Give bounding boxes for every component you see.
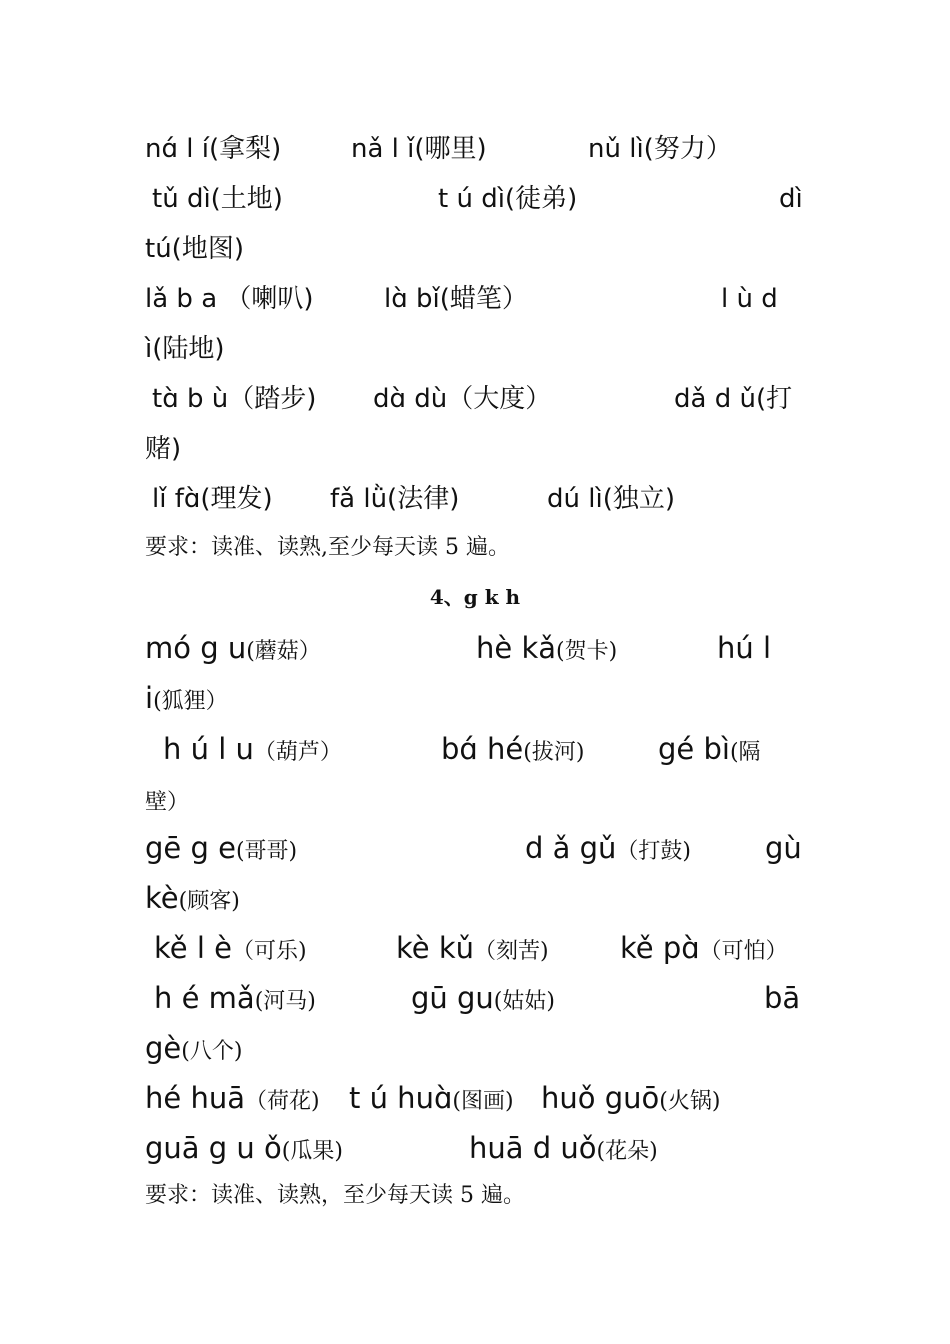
pinyin-word: dǎ d ǔ(打 bbox=[674, 384, 793, 414]
hanzi-gloss: (隔 bbox=[729, 740, 761, 765]
pinyin-text: bɑ́ hé bbox=[441, 732, 524, 766]
hanzi-gloss: （荷花) bbox=[244, 1089, 320, 1114]
section-heading: 4、g k h bbox=[429, 585, 521, 609]
pinyin-word: nǎ l ǐ(哪里) bbox=[351, 134, 487, 164]
pinyin-text: kè kǔ bbox=[396, 931, 474, 965]
hanzi-gloss: （葫芦） bbox=[253, 740, 342, 765]
hanzi-gloss: (蘑菇） bbox=[246, 639, 321, 664]
hanzi-gloss: (姑姑) bbox=[493, 989, 555, 1014]
pinyin-line bbox=[145, 377, 805, 421]
pinyin-word: 赌) bbox=[145, 434, 182, 464]
hanzi-gloss: (河马) bbox=[254, 989, 316, 1014]
pinyin-text: h é mǎ bbox=[154, 981, 255, 1015]
pinyin-text: kě pɑ̀ bbox=[620, 931, 700, 965]
pinyin-line bbox=[145, 427, 805, 471]
pinyin-word: dú lì(独立) bbox=[547, 484, 675, 514]
pinyin-line bbox=[145, 777, 805, 821]
pinyin-word: tǔ dì(土地) bbox=[152, 184, 283, 214]
pinyin-text: t ú huɑ̀ bbox=[349, 1081, 453, 1115]
hanzi-gloss: (贺卡) bbox=[556, 639, 618, 664]
pinyin-word: t ú dì(徒弟) bbox=[438, 184, 578, 214]
pinyin-text: hú l bbox=[717, 631, 772, 665]
pinyin-line bbox=[145, 127, 805, 171]
hanzi-gloss: (图画) bbox=[452, 1089, 514, 1114]
pinyin-word: tɑ̀ b ù（踏步) bbox=[152, 384, 317, 414]
hanzi-gloss: （可怕） bbox=[699, 939, 788, 964]
pinyin-line bbox=[145, 727, 805, 771]
pinyin-line bbox=[145, 1026, 805, 1070]
pinyin-word: l ù d bbox=[721, 284, 778, 314]
pinyin-text: hé huā bbox=[145, 1081, 245, 1115]
pinyin-line bbox=[145, 626, 805, 670]
pinyin-word: nɑ́ l í(拿梨) bbox=[145, 134, 282, 164]
hanzi-gloss: (花朵) bbox=[596, 1139, 658, 1164]
hanzi-gloss: (狐狸） bbox=[153, 689, 228, 714]
pinyin-line bbox=[145, 177, 805, 221]
hanzi-gloss: (拔河) bbox=[523, 740, 585, 765]
hanzi-gloss: (顾客) bbox=[178, 889, 240, 914]
pinyin-word: lǎ b a （喇叭) bbox=[145, 284, 314, 314]
pinyin-word: nǔ lì(努力） bbox=[588, 134, 732, 164]
pinyin-text: kě l è bbox=[154, 931, 232, 965]
pinyin-text: gū gu bbox=[411, 981, 494, 1015]
requirement-text: 要求：读准、读熟，至少每天读 5 遍。 bbox=[145, 1183, 525, 1208]
pinyin-text: guā g u ǒ bbox=[145, 1131, 282, 1165]
hanzi-gloss: （刻苦) bbox=[474, 939, 549, 964]
pinyin-text: gè bbox=[145, 1031, 182, 1065]
pinyin-line bbox=[145, 826, 805, 870]
requirement-text: 要求：读准、读熟,至少每天读 5 遍。 bbox=[145, 535, 510, 560]
hanzi-gloss: （可乐) bbox=[231, 939, 307, 964]
pinyin-word: ì(陆地) bbox=[145, 334, 225, 364]
pinyin-text: gē g e bbox=[145, 831, 236, 865]
pinyin-line bbox=[145, 277, 805, 321]
hanzi-gloss: (八个) bbox=[181, 1039, 243, 1064]
pinyin-line bbox=[145, 477, 805, 521]
pinyin-text: gù bbox=[765, 831, 802, 865]
pinyin-line bbox=[145, 876, 805, 920]
pinyin-text: kè bbox=[145, 881, 179, 915]
pinyin-text: d ǎ gǔ bbox=[525, 831, 617, 865]
hanzi-gloss: (瓜果) bbox=[281, 1139, 343, 1164]
pinyin-line bbox=[145, 976, 805, 1020]
pinyin-word: tú(地图) bbox=[145, 234, 244, 264]
pinyin-text: huǒ guō bbox=[541, 1081, 660, 1115]
hanzi-gloss: 壁） bbox=[145, 790, 190, 815]
pinyin-text: bā bbox=[764, 981, 801, 1015]
pinyin-line bbox=[145, 327, 805, 371]
pinyin-word: lɑ̀ bǐ(蜡笔） bbox=[384, 284, 528, 314]
pinyin-word: dì bbox=[779, 184, 803, 214]
pinyin-line bbox=[145, 926, 805, 970]
pinyin-word: lǐ fɑ̀(理发) bbox=[152, 484, 273, 514]
hanzi-gloss: (哥哥) bbox=[235, 839, 298, 864]
pinyin-text: gé bì bbox=[658, 732, 730, 766]
pinyin-text: i bbox=[145, 681, 154, 715]
pinyin-line bbox=[145, 227, 805, 271]
pinyin-text: h ú l u bbox=[163, 732, 254, 766]
pinyin-text: huā d uǒ bbox=[469, 1131, 597, 1165]
pinyin-line bbox=[145, 1126, 805, 1170]
hanzi-gloss: （打鼓) bbox=[616, 839, 691, 864]
pinyin-text: hè kǎ bbox=[476, 631, 557, 665]
pinyin-line bbox=[145, 1076, 805, 1120]
pinyin-word: dɑ̀ dù（大度） bbox=[373, 384, 552, 414]
pinyin-line bbox=[145, 676, 805, 720]
pinyin-text: mó g u bbox=[145, 631, 247, 665]
hanzi-gloss: (火锅) bbox=[659, 1089, 721, 1114]
pinyin-word: fǎ lǜ(法律) bbox=[330, 484, 460, 514]
